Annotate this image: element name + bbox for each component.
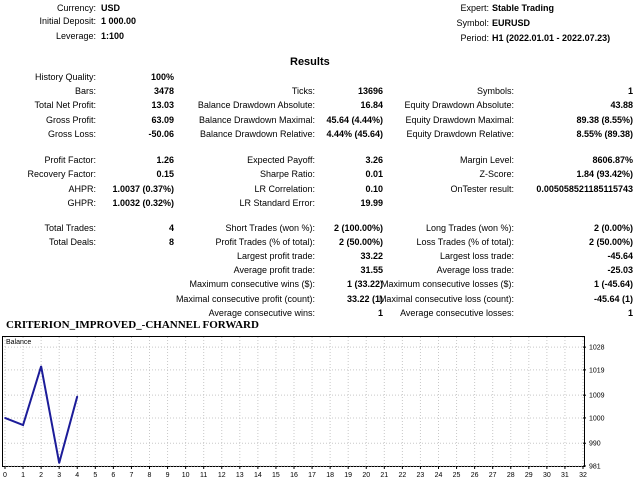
profit-trades-value: 2 (50.00%)	[338, 237, 383, 247]
x-tick-label: 1	[21, 472, 26, 479]
average-loss-trade-value: -25.03	[607, 265, 633, 275]
y-tick-label: 1009	[589, 392, 605, 400]
y-tick-label: 981	[589, 463, 601, 471]
average-profit-trade-value: 31.55	[360, 265, 383, 275]
bars-value: 3478	[153, 86, 174, 96]
ahpr-label: AHPR:	[68, 184, 96, 194]
lr-correlation-value: 0.10	[365, 184, 383, 194]
ticks-value: 13696	[357, 86, 383, 96]
initial-deposit-label: Initial Deposit:	[39, 16, 96, 26]
history-quality-value: 100%	[150, 72, 174, 82]
x-tick-label: 27	[488, 472, 497, 479]
x-tick-label: 7	[129, 472, 134, 479]
x-tick-label: 11	[200, 472, 208, 479]
largest-loss-trade-label: Largest loss trade:	[439, 251, 514, 261]
average-consecutive-losses-value: 1	[627, 308, 633, 318]
x-tick-label: 4	[75, 472, 80, 479]
chart-legend: Balance	[6, 339, 32, 346]
max-consecutive-losses-label: Maximum consecutive losses ($):	[380, 279, 514, 289]
largest-profit-trade-value: 33.22	[360, 251, 383, 261]
x-tick-label: 31	[561, 472, 569, 479]
largest-loss-trade-value: -45.64	[607, 251, 633, 261]
gross-profit-label: Gross Profit:	[45, 115, 96, 125]
x-tick-label: 9	[165, 472, 170, 479]
balance-dd-maximal-label: Balance Drawdown Maximal:	[198, 115, 315, 125]
currency-value: USD	[101, 3, 121, 13]
balance-point	[76, 396, 78, 398]
y-tick-label: 1000	[589, 415, 605, 423]
ticks-label: Ticks:	[291, 86, 315, 96]
x-tick-label: 23	[416, 472, 425, 479]
x-tick-label: 22	[398, 472, 407, 479]
gross-profit-value: 63.09	[151, 115, 174, 125]
ahpr-value: 1.0037 (0.37%)	[112, 184, 174, 194]
x-tick-label: 3	[57, 472, 62, 479]
expected-payoff-label: Expected Payoff:	[247, 155, 315, 165]
loss-trades-value: 2 (50.00%)	[588, 237, 633, 247]
total-net-profit-label: Total Net Profit:	[34, 100, 96, 110]
x-tick-label: 21	[380, 472, 389, 479]
expert-label: Expert:	[460, 3, 489, 13]
balance-dd-absolute-label: Balance Drawdown Absolute:	[197, 100, 315, 110]
equity-dd-maximal-value: 89.38 (8.55%)	[576, 115, 633, 125]
balance-point	[40, 366, 42, 368]
x-tick-label: 6	[111, 472, 116, 479]
average-consecutive-wins-value: 1	[377, 308, 383, 318]
margin-level-value: 8606.87%	[592, 155, 633, 165]
history-quality-label: History Quality:	[34, 72, 96, 82]
x-tick-label: 13	[235, 472, 244, 479]
maximal-consecutive-profit-value: 33.22 (1)	[346, 294, 383, 304]
symbols-value: 1	[627, 86, 633, 96]
ontester-result-label: OnTester result:	[450, 184, 514, 194]
balance-chart	[0, 334, 640, 480]
x-tick-label: 20	[362, 472, 371, 479]
average-loss-trade-label: Average loss trade:	[436, 265, 514, 275]
sharpe-ratio-label: Sharpe Ratio:	[259, 169, 315, 179]
x-tick-label: 19	[344, 472, 353, 479]
max-consecutive-losses-value: 1 (-45.64)	[593, 279, 633, 289]
x-tick-label: 25	[452, 472, 461, 479]
lr-standard-error-label: LR Standard Error:	[239, 198, 315, 208]
average-profit-trade-label: Average profit trade:	[233, 265, 315, 275]
x-tick-label: 14	[253, 472, 262, 479]
balance-point	[58, 462, 60, 464]
z-score-label: Z-Score:	[479, 169, 514, 179]
x-tick-label: 32	[579, 472, 587, 479]
period-label: Period:	[460, 33, 489, 43]
x-tick-label: 10	[181, 472, 190, 479]
leverage-value: 1:100	[101, 31, 125, 41]
y-tick-label: 990	[589, 440, 601, 448]
x-tick-label: 12	[217, 472, 226, 479]
x-tick-label: 8	[147, 472, 152, 479]
short-trades-value: 2 (100.00%)	[333, 223, 383, 233]
ghpr-label: GHPR:	[67, 198, 96, 208]
lr-correlation-label: LR Correlation:	[254, 184, 315, 194]
x-tick-label: 30	[542, 472, 551, 479]
symbols-label: Symbols:	[476, 86, 514, 96]
average-consecutive-losses-label: Average consecutive losses:	[400, 308, 514, 318]
long-trades-value: 2 (0.00%)	[593, 223, 633, 233]
x-tick-label: 17	[308, 472, 316, 479]
symbol-value: EURUSD	[492, 18, 531, 28]
profit-factor-label: Profit Factor:	[44, 155, 96, 165]
symbol-label: Symbol:	[456, 18, 489, 28]
largest-profit-trade-label: Largest profit trade:	[236, 251, 315, 261]
equity-dd-absolute-value: 43.88	[610, 100, 633, 110]
recovery-factor-label: Recovery Factor:	[27, 169, 96, 179]
total-deals-value: 8	[168, 237, 174, 247]
x-tick-label: 28	[506, 472, 515, 479]
results-title: Results	[290, 56, 330, 68]
expert-value: Stable Trading	[492, 3, 555, 13]
leverage-label: Leverage:	[55, 31, 96, 41]
x-tick-label: 2	[39, 472, 44, 479]
max-consecutive-wins-label: Maximum consecutive wins ($):	[189, 279, 315, 289]
total-net-profit-value: 13.03	[151, 100, 174, 110]
period-value: H1 (2022.01.01 - 2022.07.23)	[492, 33, 611, 43]
maximal-consecutive-profit-label: Maximal consecutive profit (count):	[175, 294, 315, 304]
x-tick-label: 18	[326, 472, 335, 479]
balance-point	[4, 417, 6, 419]
balance-dd-absolute-value: 16.84	[360, 100, 383, 110]
equity-dd-relative-value: 8.55% (89.38)	[576, 129, 633, 139]
margin-level-label: Margin Level:	[459, 155, 514, 165]
gross-loss-value: -50.06	[148, 129, 174, 139]
sharpe-ratio-value: 0.01	[365, 169, 383, 179]
max-consecutive-wins-value: 1 (33.22)	[346, 279, 383, 289]
short-trades-label: Short Trades (won %):	[225, 223, 315, 233]
ghpr-value: 1.0032 (0.32%)	[112, 198, 174, 208]
x-tick-label: 29	[524, 472, 533, 479]
z-score-value: 1.84 (93.42%)	[576, 169, 633, 179]
ontester-result-value: 0.005058521185115743	[536, 184, 633, 194]
maximal-consecutive-loss-label: Maximal consecutive loss (count):	[378, 294, 514, 304]
x-tick-label: 5	[93, 472, 98, 479]
recovery-factor-value: 0.15	[156, 169, 174, 179]
chart-title: CRITERION_IMPROVED_-CHANNEL FORWARD	[6, 319, 259, 331]
currency-label: Currency:	[56, 3, 96, 13]
x-tick-label: 15	[272, 472, 280, 479]
equity-dd-relative-label: Equity Drawdown Relative:	[406, 129, 514, 139]
maximal-consecutive-loss-value: -45.64 (1)	[593, 294, 633, 304]
gross-loss-label: Gross Loss:	[47, 129, 96, 139]
x-tick-label: 26	[470, 472, 479, 479]
balance-dd-maximal-value: 45.64 (4.44%)	[326, 115, 383, 125]
balance-point	[22, 424, 24, 426]
y-tick-label: 1019	[589, 367, 605, 375]
equity-dd-maximal-label: Equity Drawdown Maximal:	[405, 115, 514, 125]
profit-factor-value: 1.26	[156, 155, 174, 165]
equity-dd-absolute-label: Equity Drawdown Absolute:	[404, 100, 514, 110]
balance-dd-relative-value: 4.44% (45.64)	[326, 129, 383, 139]
y-tick-label: 1028	[589, 344, 605, 352]
balance-dd-relative-label: Balance Drawdown Relative:	[199, 129, 315, 139]
total-trades-label: Total Trades:	[44, 223, 96, 233]
initial-deposit-value: 1 000.00	[101, 16, 137, 26]
total-deals-label: Total Deals:	[48, 237, 96, 247]
bars-label: Bars:	[74, 86, 96, 96]
expected-payoff-value: 3.26	[365, 155, 383, 165]
profit-trades-label: Profit Trades (% of total):	[215, 237, 315, 247]
total-trades-value: 4	[168, 223, 174, 233]
average-consecutive-wins-label: Average consecutive wins:	[208, 308, 315, 318]
x-tick-label: 24	[434, 472, 443, 479]
loss-trades-label: Loss Trades (% of total):	[416, 237, 514, 247]
long-trades-label: Long Trades (won %):	[425, 223, 514, 233]
lr-standard-error-value: 19.99	[360, 198, 383, 208]
x-tick-label: 0	[3, 472, 7, 479]
x-tick-label: 16	[290, 472, 298, 479]
